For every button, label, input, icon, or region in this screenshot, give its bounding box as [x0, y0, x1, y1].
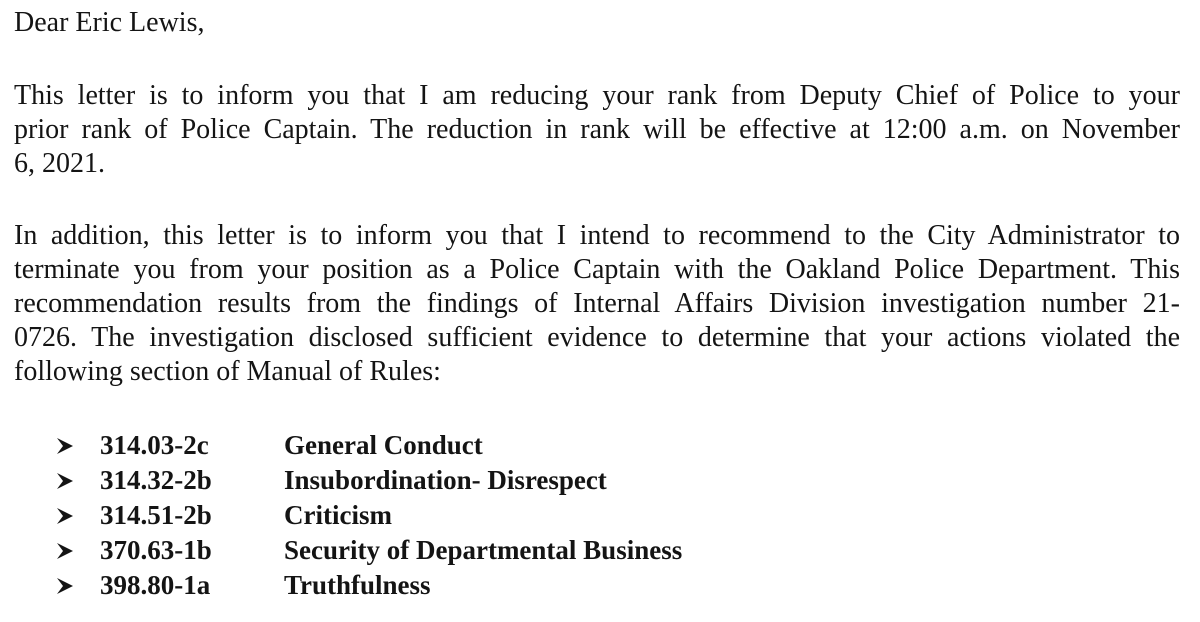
paragraph-2-line-5: following section of Manual of Rules: [14, 356, 441, 387]
violation-title: Criticism [284, 500, 392, 530]
paragraph-2-line-2: terminate you from your position as a Police Captain with the Oakland Police Department. This [14, 254, 1180, 285]
violation-item [56, 428, 682, 463]
violation-title: Insubordination- Disrespect [284, 465, 607, 495]
violation-code: 314.03-2c [100, 430, 209, 460]
violation-title: General Conduct [284, 430, 483, 460]
violation-code: 398.80-1a [100, 570, 211, 600]
arrow-bullet-icon [56, 507, 100, 525]
paragraph-2-line-4: 0726. The investigation disclosed sufficient evidence to determine that your actions violated the [14, 322, 1180, 353]
salutation: Dear Eric Lewis, [14, 7, 205, 38]
paragraph-1-line-1: This letter is to inform you that I am reducing your rank from Deputy Chief of Police to your [14, 80, 1180, 111]
violation-code: 370.63-1b [100, 535, 212, 565]
paragraph-1-line-3: 6, 2021. [14, 148, 105, 179]
violations-list [56, 428, 682, 603]
arrow-bullet-icon [56, 577, 100, 595]
arrow-bullet-icon [56, 472, 100, 490]
violation-item [56, 463, 682, 498]
violation-item [56, 533, 682, 568]
violation-code: 314.51-2b [100, 500, 212, 530]
violation-item [56, 498, 682, 533]
arrow-bullet-icon [56, 542, 100, 560]
paragraph-2-line-3: recommendation results from the findings of Internal Affairs Division investigation number 21- [14, 288, 1180, 319]
paragraph-2-line-1: In addition, this letter is to inform you that I intend to recommend to the City Administrator to [14, 220, 1180, 251]
arrow-bullet-icon [56, 437, 100, 455]
paragraph-1-line-2: prior rank of Police Captain. The reduction in rank will be effective at 12:00 a.m. on November [14, 114, 1180, 145]
violation-title: Security of Departmental Business [284, 535, 683, 565]
violation-item [56, 568, 682, 603]
violation-title: Truthfulness [284, 570, 431, 600]
violation-code: 314.32-2b [100, 465, 212, 495]
